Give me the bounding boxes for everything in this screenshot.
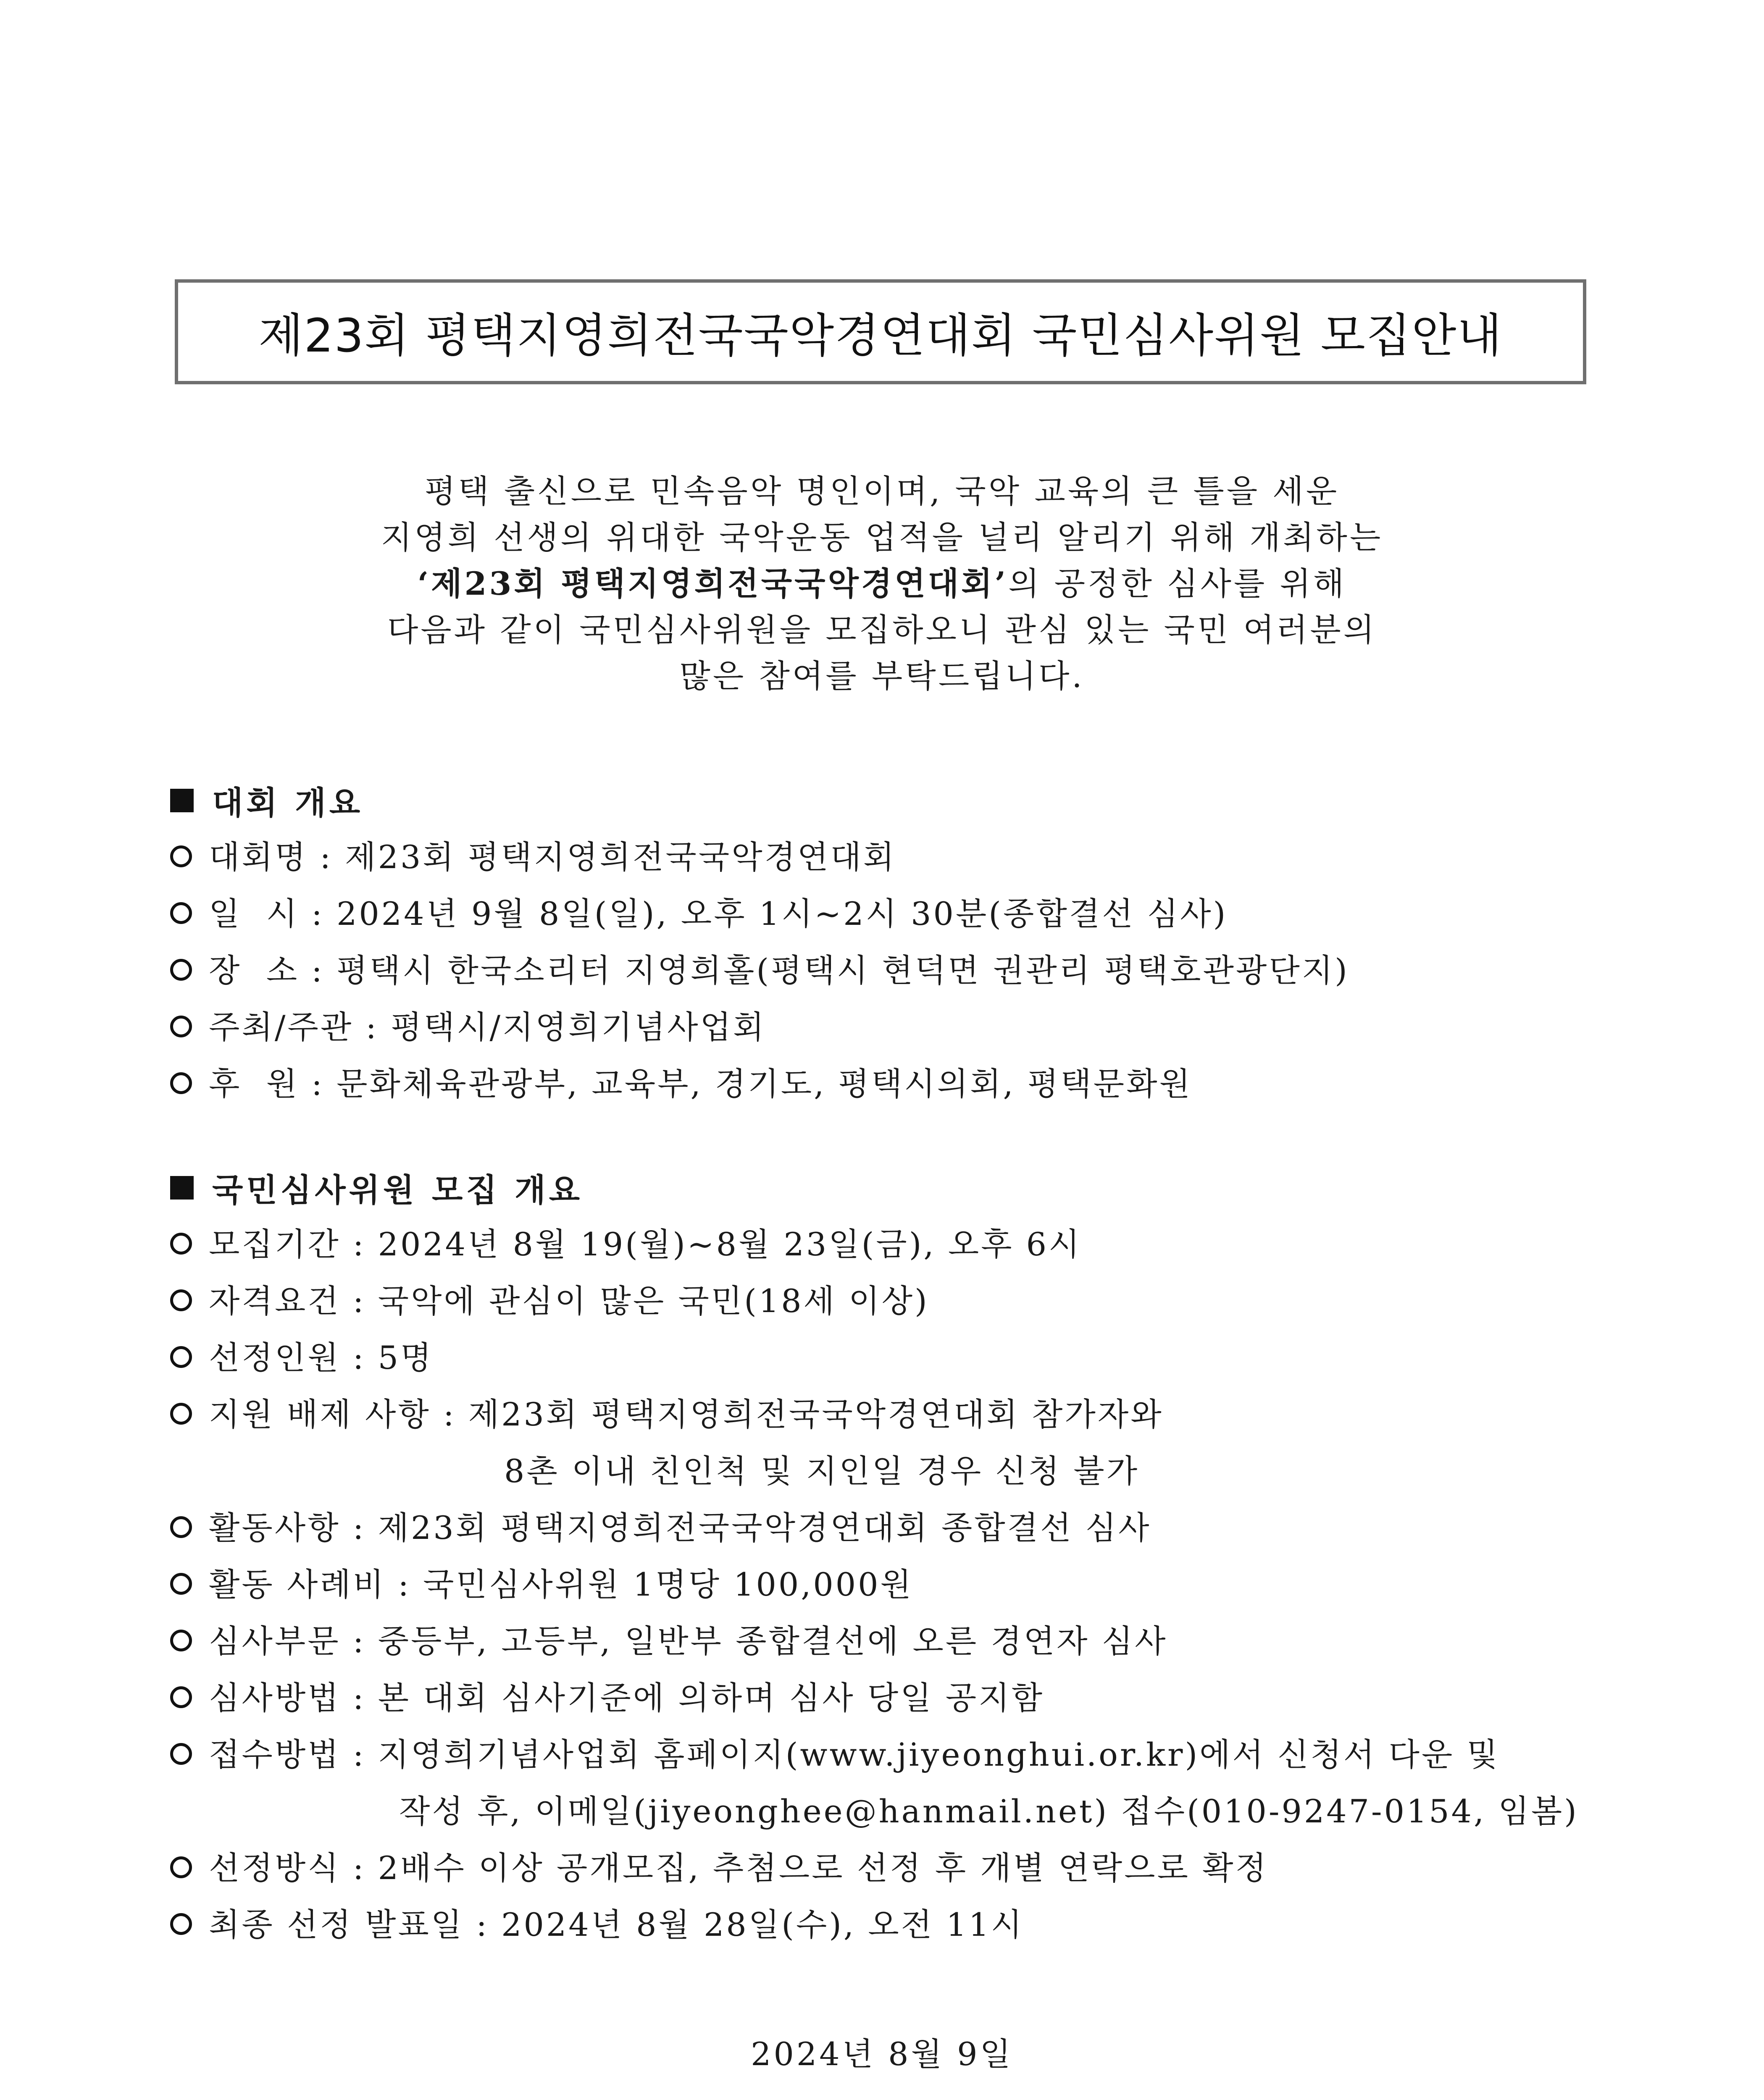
list-item: 일 시 : 2024년 9월 8일(일), 오후 1시~2시 30분(종합결선 심사) [170, 885, 1640, 942]
circle-bullet-icon [170, 902, 192, 924]
list-item: 장 소 : 평택시 한국소리터 지영희홀(평택시 현덕면 권관리 평택호관광단지) [170, 942, 1640, 999]
circle-bullet-icon [170, 1630, 192, 1651]
section-heading: 국민심사위원 모집 개요 [170, 1159, 1640, 1216]
list-item: 선정인원 : 5명 [170, 1329, 1640, 1386]
list-item-continuation: 8촌 이내 친인척 및 지인일 경우 신청 불가 [504, 1452, 1140, 1490]
contest-name-bold: ‘제23회 평택지영희전국국악경연대회’ [417, 565, 1009, 602]
circle-bullet-icon [170, 1573, 192, 1595]
contest-overview-section [170, 772, 1640, 1112]
list-item: 심사부문 : 중등부, 고등부, 일반부 종합결선에 오른 경연자 심사 [170, 1613, 1640, 1670]
list-item: 접수방법 : 지영희기념사업회 홈페이지(www.jiyeonghui.or.kr)에서 신청서 다운 및 [170, 1726, 1640, 1783]
circle-bullet-icon [170, 1516, 192, 1538]
circle-bullet-icon [170, 1072, 192, 1094]
list-item-continuation: 작성 후, 이메일(jiyeonghee@hanmail.net) 접수(010-9247-0154, 임봄) [399, 1793, 1579, 1830]
intro-line-rest: 의 공정한 심사를 위해 [1008, 565, 1347, 602]
circle-bullet-icon [170, 845, 192, 867]
list-item: 활동사항 : 제23회 평택지영희전국국악경연대회 종합결선 심사 [170, 1499, 1640, 1556]
list-item: 선정방식 : 2배수 이상 공개모집, 추첨으로 선정 후 개별 연락으로 확정 [170, 1840, 1640, 1896]
list-item: 심사방법 : 본 대회 심사기준에 의하며 심사 당일 공지함 [170, 1670, 1640, 1726]
list-item: 후 원 : 문화체육관광부, 교육부, 경기도, 평택시의회, 평택문화원 [170, 1055, 1640, 1112]
section-heading: 대회 개요 [170, 772, 1640, 829]
circle-bullet-icon [170, 1913, 192, 1935]
black-square-bullet-icon [170, 789, 194, 812]
circle-bullet-icon [170, 959, 192, 981]
intro-line: 지영희 선생의 위대한 국악운동 업적을 널리 알리기 위해 개최하는 [381, 519, 1383, 556]
circle-bullet-icon [170, 1346, 192, 1368]
circle-bullet-icon [170, 1016, 192, 1037]
intro-line: 많은 참여를 부탁드립니다. [679, 657, 1085, 695]
list-item: 최종 선정 발표일 : 2024년 8월 28일(수), 오전 11시 [170, 1896, 1640, 1953]
list-item: 대회명 : 제23회 평택지영희전국국악경연대회 [170, 829, 1640, 885]
document-title: 제23회 평택지영희전국국악경연대회 국민심사위원 모집안내 [175, 279, 1586, 384]
intro-line: 다음과 같이 국민심사위원을 모집하오니 관심 있는 국민 여러분의 [387, 611, 1377, 648]
list-item: 자격요건 : 국악에 관심이 많은 국민(18세 이상) [170, 1273, 1640, 1329]
list-item: 지원 배제 사항 : 제23회 평택지영희전국국악경연대회 참가자와 [170, 1386, 1640, 1443]
list-item: 주최/주관 : 평택시/지영희기념사업회 [170, 999, 1640, 1055]
circle-bullet-icon [170, 1289, 192, 1311]
circle-bullet-icon [170, 1233, 192, 1255]
circle-bullet-icon [170, 1743, 192, 1765]
document-date: 2024년 8월 9일 [751, 2035, 1013, 2073]
intro-line [126, 561, 1638, 607]
recruitment-overview-section [170, 1159, 1640, 1953]
list-item: 모집기간 : 2024년 8월 19(월)~8월 23일(금), 오후 6시 [170, 1216, 1640, 1273]
intro-line: 평택 출신으로 민속음악 명인이며, 국악 교육의 큰 틀을 세운 [424, 472, 1340, 510]
black-square-bullet-icon [170, 1176, 194, 1200]
circle-bullet-icon [170, 1403, 192, 1425]
list-item: 활동 사례비 : 국민심사위원 1명당 100,000원 [170, 1556, 1640, 1613]
circle-bullet-icon [170, 1856, 192, 1878]
intro-paragraph [126, 468, 1638, 699]
circle-bullet-icon [170, 1686, 192, 1708]
